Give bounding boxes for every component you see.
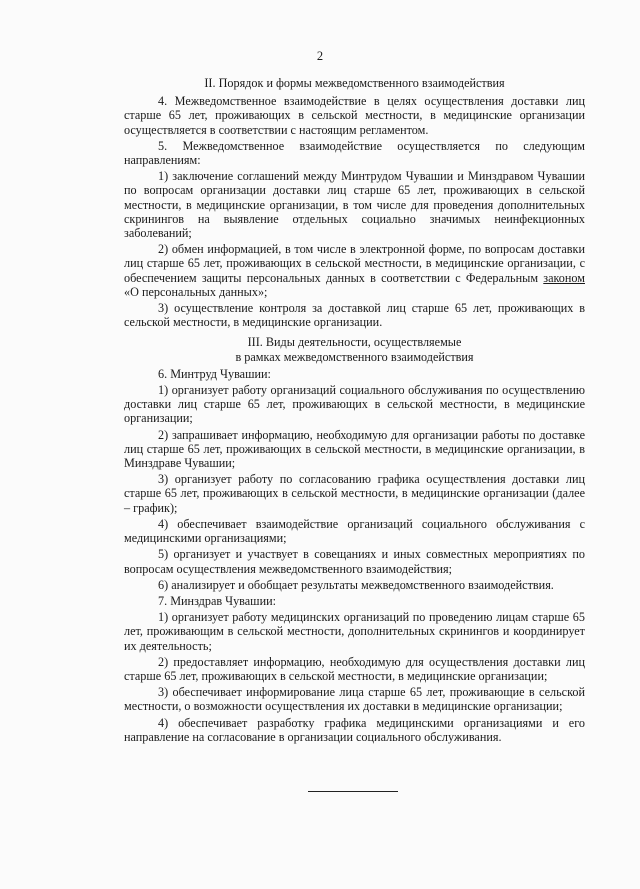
paragraph-6-item-3: 3) организует работу по согласованию графика осуществления доставки лиц старше 65 лет, проживающих в сельской местности, в медицинские организации (далее – график); bbox=[124, 472, 585, 515]
section-3-heading-line-2: в рамках межведомственного взаимодействия bbox=[235, 349, 474, 364]
paragraph-6-item-4: 4) обеспечивает взаимодействие организаций социального обслуживания с медицинскими организациями; bbox=[124, 516, 585, 546]
paragraph-7-item-4: 4) обеспечивает разработку графика медицинскими организациями и его направление на согласование в организации социального обслуживания. bbox=[124, 715, 585, 744]
end-separator-line bbox=[308, 791, 398, 792]
document-body bbox=[124, 76, 585, 746]
law-link[interactable]: законом bbox=[543, 270, 585, 285]
page-number: 2 bbox=[316, 49, 324, 63]
section-3-heading bbox=[124, 335, 585, 363]
paragraph-6-item-1: 1) организует работу организаций социального обслуживания по осуществлению доставки лиц старше 65 лет, проживающих в сельской местности, в медицинские организации; bbox=[124, 383, 585, 426]
paragraph-5-item-2 bbox=[124, 242, 585, 299]
paragraph-5-item-2-tail: «О персональных данных»; bbox=[124, 284, 268, 299]
section-2-heading: II. Порядок и формы межведомственного взаимодействия bbox=[204, 76, 505, 90]
paragraph-5-item-3: 3) осуществление контроля за доставкой лиц старше 65 лет, проживающих в сельской местности, в медицинские организации. bbox=[124, 301, 585, 330]
paragraph-5-item-2-text: 2) обмен информацией, в том числе в электронной форме, по вопросам доставки лиц старше 65 лет, проживающих в сельской местности, в медицинские организации, с обеспечением защиты персональных данных в соответствии с Федеральным bbox=[124, 242, 585, 285]
paragraph-6-item-2: 2) запрашивает информацию, необходимую для организации работы по доставке лиц старше 65 лет, проживающих в сельской местности, в медицинские организации, в Минздраве Чувашии; bbox=[124, 427, 585, 471]
paragraph-7-item-3: 3) обеспечивает информирование лица старше 65 лет, проживающие в сельской местности, о возможности осуществления их доставки в медицинские организации; bbox=[124, 685, 585, 714]
paragraph-5-item-1: 1) заключение соглашений между Минтрудом Чувашии и Минздравом Чувашии по вопросам организации доставки лиц старше 65 лет, проживающих в сельской местности, в медицинские организации, в том числе для проведения дополнительных скринингов на выявление отдельных социально значимых неинфекционных заболеваний; bbox=[124, 169, 585, 241]
section-3-heading-line-1: III. Виды деятельности, осуществляемые bbox=[247, 335, 462, 350]
paragraph-7: 7. Минздрав Чувашии: bbox=[158, 593, 277, 608]
paragraph-6-item-6: 6) анализирует и обобщает результаты межведомственного взаимодействия. bbox=[158, 577, 554, 592]
paragraph-7-item-1: 1) организует работу медицинских организаций по проведению лицам старше 65 лет, проживающим в сельской местности, дополнительных скринингов и координирует их деятельность; bbox=[124, 610, 585, 653]
paragraph-6: 6. Минтруд Чувашии: bbox=[158, 366, 271, 381]
paragraph-6-item-5: 5) организует и участвует в совещаниях и иных совместных мероприятиях по вопросам осуществления межведомственного взаимодействия; bbox=[124, 547, 585, 576]
paragraph-5: 5. Межведомственное взаимодействие осуществляется по следующим направлениям: bbox=[124, 138, 585, 168]
paragraph-7-item-2: 2) предоставляет информацию, необходимую для осуществления доставки лиц старше 65 лет, проживающих в сельской местности, в медицинские организации; bbox=[124, 654, 585, 683]
paragraph-4: 4. Межведомственное взаимодействие в целях осуществления доставки лиц старше 65 лет, проживающих в сельской местности, в медицинские организации осуществляется в соответствии с настоящим регламентом. bbox=[124, 94, 585, 137]
